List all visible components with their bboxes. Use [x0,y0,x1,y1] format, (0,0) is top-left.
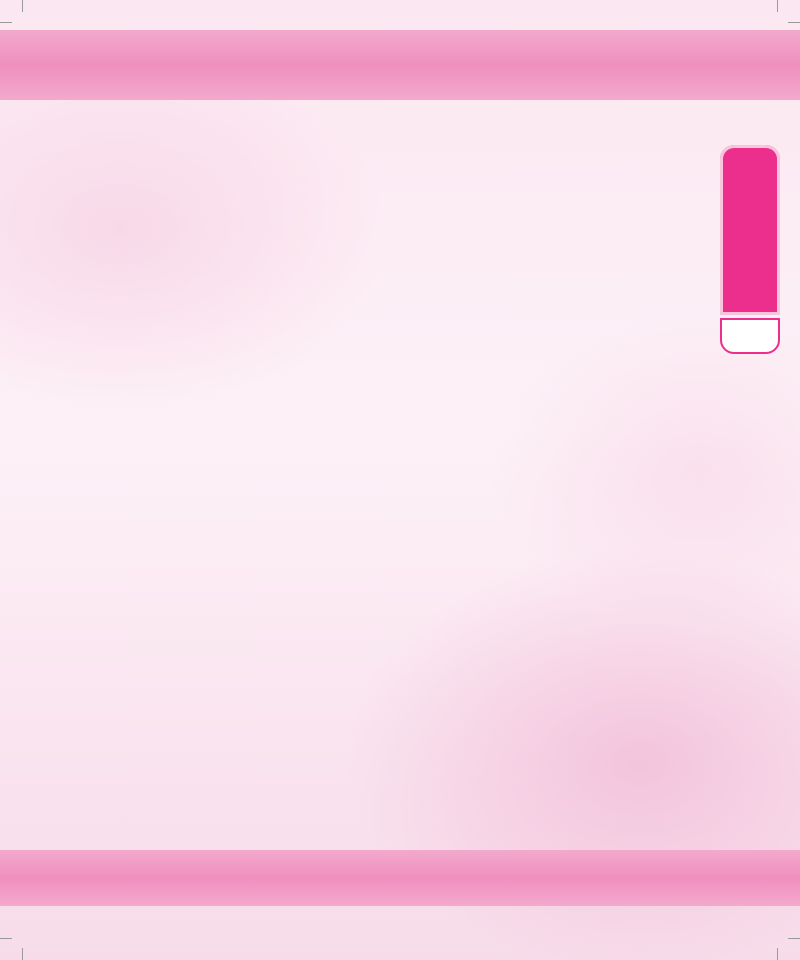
unit-side-tab [720,145,780,315]
crop-mark [0,22,12,23]
crop-mark [788,22,800,23]
crop-mark [0,938,12,939]
crop-mark [777,948,778,960]
crop-mark [22,948,23,960]
crop-mark [22,0,23,12]
crop-mark [777,0,778,12]
top-flower-border [0,30,800,100]
ministry-logo [30,808,120,888]
bottom-flower-border [0,850,800,906]
crop-mark [788,938,800,939]
ministry-dots-icon [30,808,120,844]
page-number-box [720,318,780,354]
